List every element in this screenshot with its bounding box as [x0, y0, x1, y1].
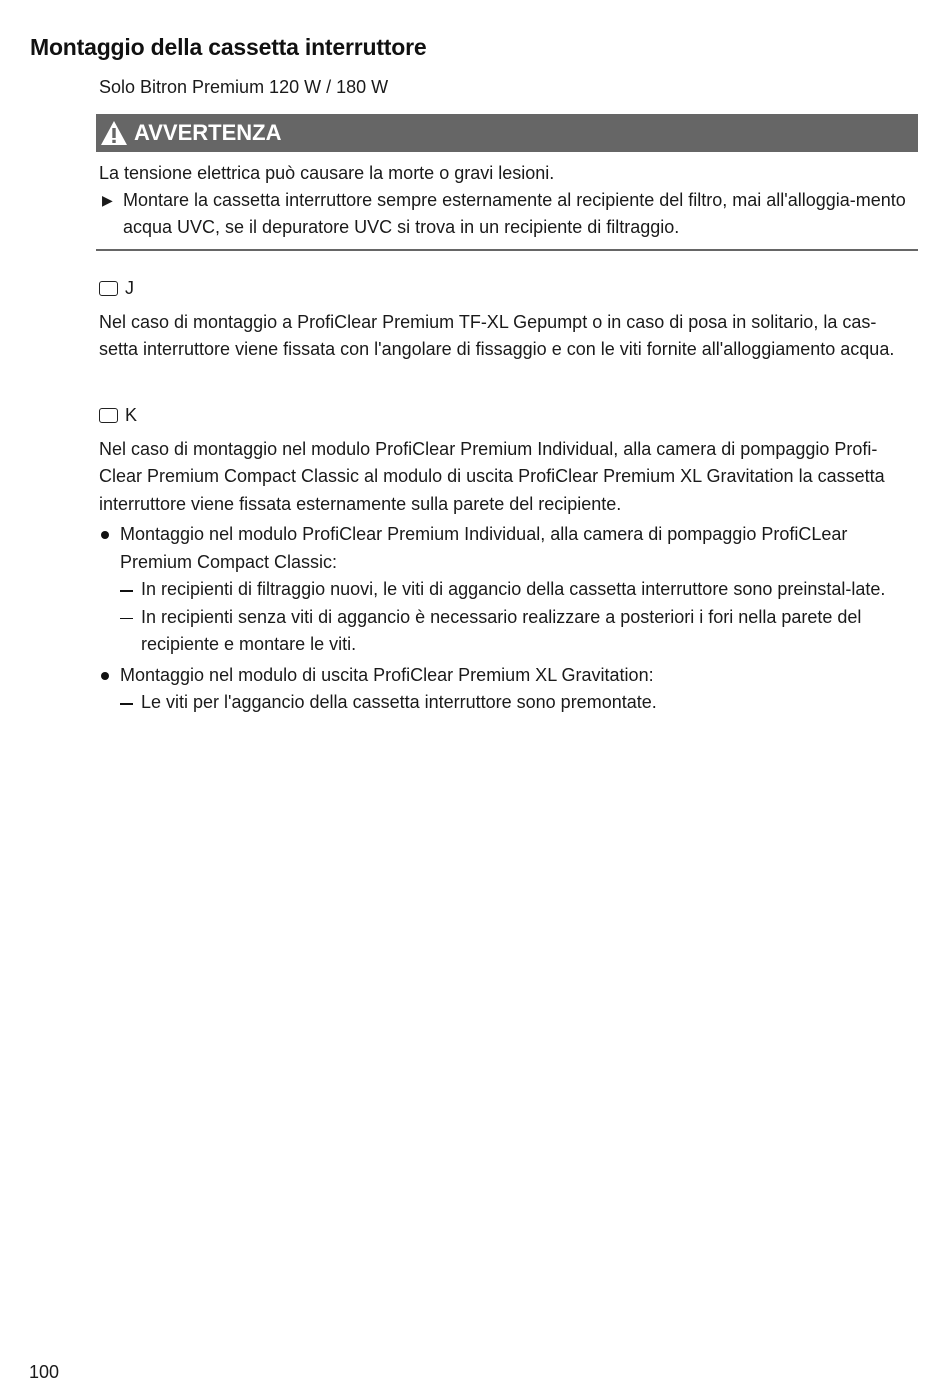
- figure-ref-k-label: K: [125, 405, 138, 425]
- warning-box: [96, 114, 918, 251]
- list-item: [99, 662, 914, 717]
- list-item: In recipienti senza viti di aggancio è necessario realizzare a posteriori i fori nella parete del recipiente e montare le viti.: [120, 604, 914, 659]
- figure-ref-icon: [99, 281, 118, 296]
- warning-action: [99, 187, 918, 241]
- warning-action-text: Montare la cassetta interruttore sempre esternamente al recipiente del filtro, mai all'alloggia-mento acqua UVC, se il depuratore UVC si trova in un recipiente di filtraggio.: [123, 190, 906, 237]
- list-item: Le viti per l'aggancio della cassetta interruttore sono premontate.: [120, 689, 914, 717]
- warning-hazard-text: La tensione elettrica può causare la morte o gravi lesioni.: [99, 163, 555, 183]
- warning-header: [96, 114, 918, 152]
- list-item: In recipienti di filtraggio nuovi, le viti di aggancio della cassetta interruttore sono preinstal-late.: [120, 576, 914, 604]
- figure-ref-j: [99, 275, 914, 303]
- figure-ref-j-label: J: [125, 278, 134, 298]
- figure-k-section: [99, 402, 914, 717]
- bullet-text: Montaggio nel modulo ProfiClear Premium Individual, alla camera di pompaggio ProfiCLear Premium Compact Classic:: [120, 524, 848, 572]
- figure-j-text: Nel caso di montaggio a ProfiClear Premium TF-XL Gepumpt o in caso di posa in solitario, la cas-setta interruttore viene fissata con l'angolare di fissaggio e con le viti fornite all'alloggiamento acqua.: [99, 311, 895, 359]
- figure-ref-k: [99, 402, 914, 430]
- figure-k-text: Nel caso di montaggio nel modulo ProfiClear Premium Individual, alla camera di pompaggio Profi-Clear Premium Compact Classic al modulo di uscita ProfiClear Premium XL Gravitation la cassetta interruttore viene fissata esternamente sulla parete del recipiente.: [99, 438, 885, 514]
- warning-header-label: AVVERTENZA: [134, 120, 282, 145]
- page-number: 100: [29, 1362, 60, 1382]
- applicability-note: Solo Bitron Premium 120 W / 180 W: [99, 77, 389, 97]
- mounting-bullet-list: [99, 521, 914, 717]
- list-item: [99, 521, 914, 659]
- action-arrow-icon: ▶: [102, 192, 113, 208]
- sub-list: [120, 689, 914, 717]
- figure-j-section: [99, 275, 914, 364]
- warning-body: [96, 152, 918, 251]
- section-title: Montaggio della cassetta interruttore: [30, 34, 427, 60]
- warning-triangle-icon: [100, 120, 128, 146]
- figure-ref-icon: [99, 408, 118, 423]
- sub-list: [120, 576, 914, 659]
- bullet-text: Montaggio nel modulo di uscita ProfiClear Premium XL Gravitation:: [120, 664, 654, 685]
